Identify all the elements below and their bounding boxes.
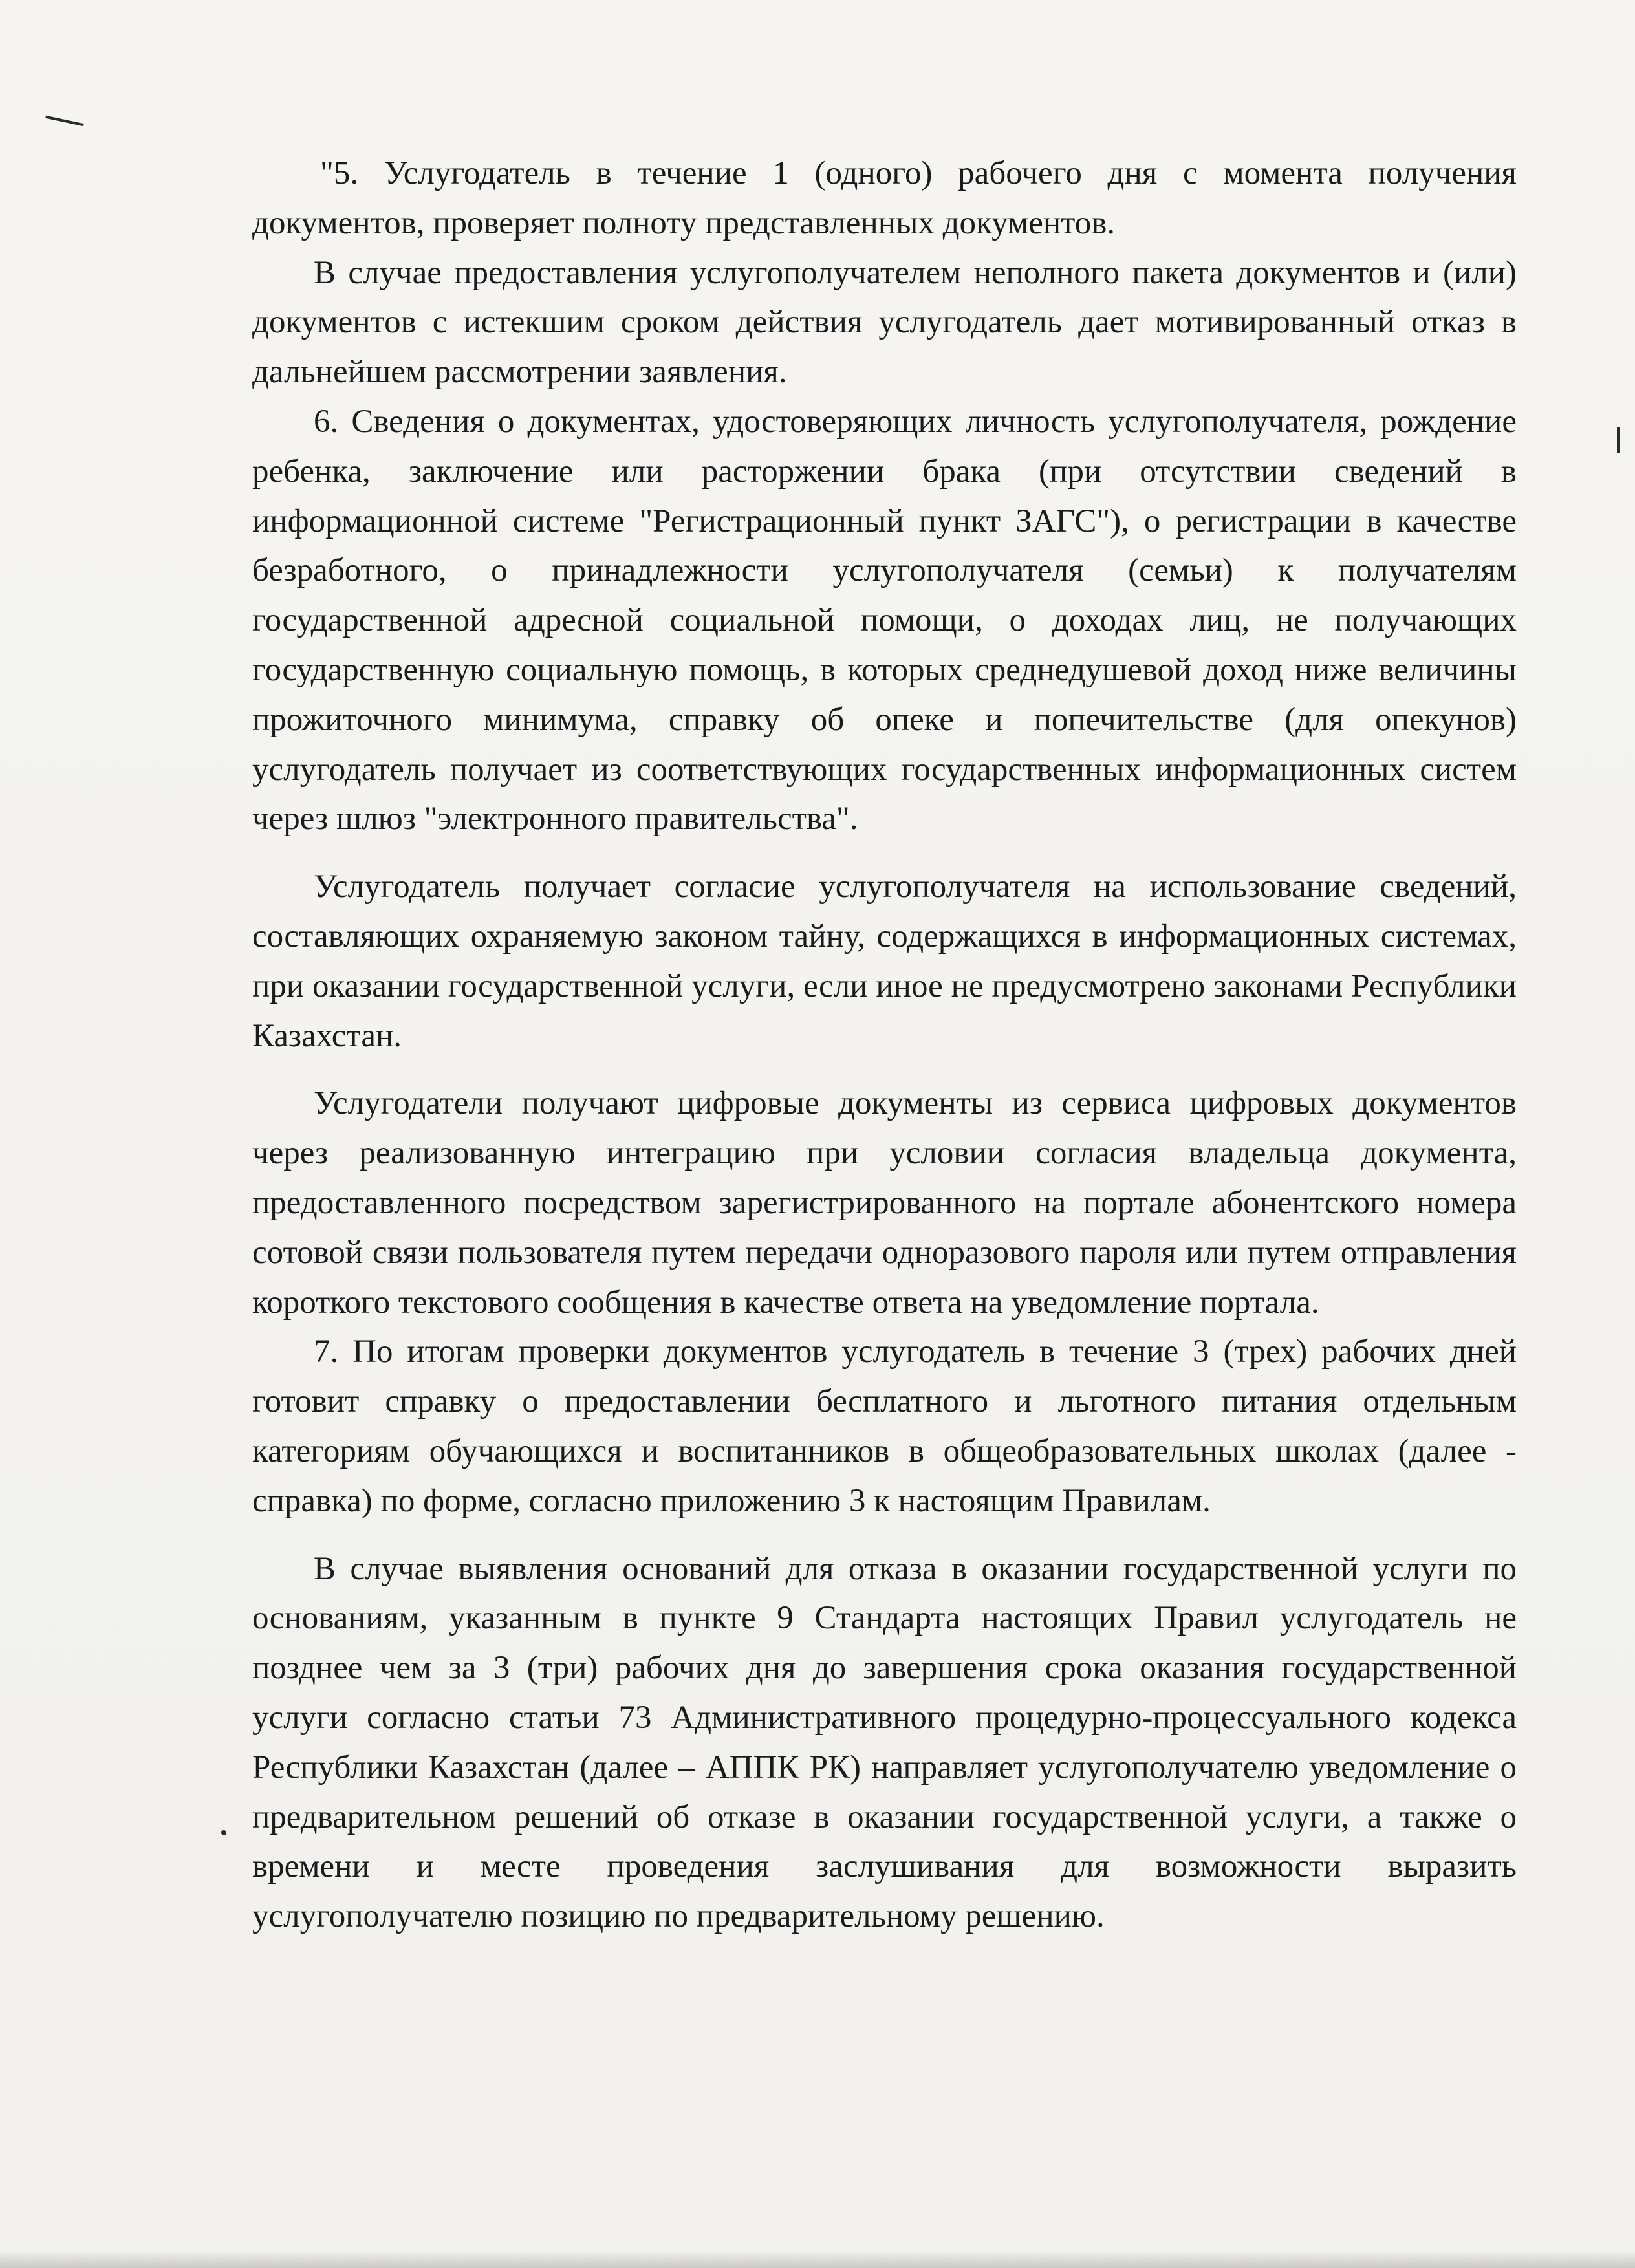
paragraph-5: Услугодатели получают цифровые документы из сервиса цифровых документов через реализованную интеграцию при условии согласия владельца документа, предоставленного посредством зарегистрированного на портале абонентского номера сотовой связи пользователя путем передачи одноразового пароля или путем отправления короткого текстового сообщения в качестве ответа на уведомление портала. xyxy=(252,1085,1517,1321)
scan-dot xyxy=(221,1830,226,1835)
paragraph-6: 7. По итогам проверки документов услугодатель в течение 3 (трех) рабочих дней готовит справку о предоставлении бесплатного и льготного питания отдельным категориям обучающихся и воспитанников в общеобразовательных школах (далее - справка) по форме, согласно приложению 3 к настоящим Правилам. xyxy=(252,1334,1517,1519)
paragraph-7: В случае выявления оснований для отказа в оказании государственной услуги по основаниям, указанным в пункте 9 Стандарта настоящих Правил услугодатель не позднее чем за 3 (три) рабочих дня до завершения срока оказания государственной услуги согласно статьи 73 Административного процедурно-процессуального кодекса Республики Казахстан (далее – АППК РК) направляет услугополучателю уведомление о предварительном решений об отказе в оказании государственной услуги, а также о времени и месте проведения заслушивания для возможности выразить услугополучателю позицию по предварительному решению. xyxy=(252,1550,1517,1935)
paragraph-2: В случае предоставления услугополучателем неполного пакета документов и (или) документов с истекшим сроком действия услугодатель дает мотивированный отказ в дальнейшем рассмотрении заявления. xyxy=(252,254,1517,391)
document-body xyxy=(252,149,1517,1941)
paragraph-4: Услугодатель получает согласие услугополучателя на использование сведений, составляющих охраняемую законом тайну, содержащихся в информационных системах, при оказании государственной услуги, если иное не предусмотрено законами Республики Казахстан. xyxy=(252,869,1517,1054)
paragraph-3: 6. Сведения о документах, удостоверяющих личность услугополучателя, рождение ребенка, заключение или расторжении брака (при отсутствии сведений в информационной системе "Регистрационный пункт ЗАГС"), о регистрации в качестве безработного, о принадлежности услугополучателя (семьи) к получателям государственной адресной социальной помощи, о доходах лиц, не получающих государственную социальную помощь, в которых среднедушевой доход ниже величины прожиточного минимума, справку об опеке и попечительстве (для опекунов) услугодатель получает из соответствующих государственных информационных систем через шлюз "электронного правительства". xyxy=(252,403,1517,837)
paragraph-1: "5. Услугодатель в течение 1 (одного) рабочего дня с момента получения документов, проверяет полноту представленных документов. xyxy=(252,155,1517,241)
paper-bottom-edge xyxy=(0,2251,1635,2268)
scan-mark-right-edge xyxy=(1617,427,1620,453)
scan-mark-top-left xyxy=(45,116,84,126)
